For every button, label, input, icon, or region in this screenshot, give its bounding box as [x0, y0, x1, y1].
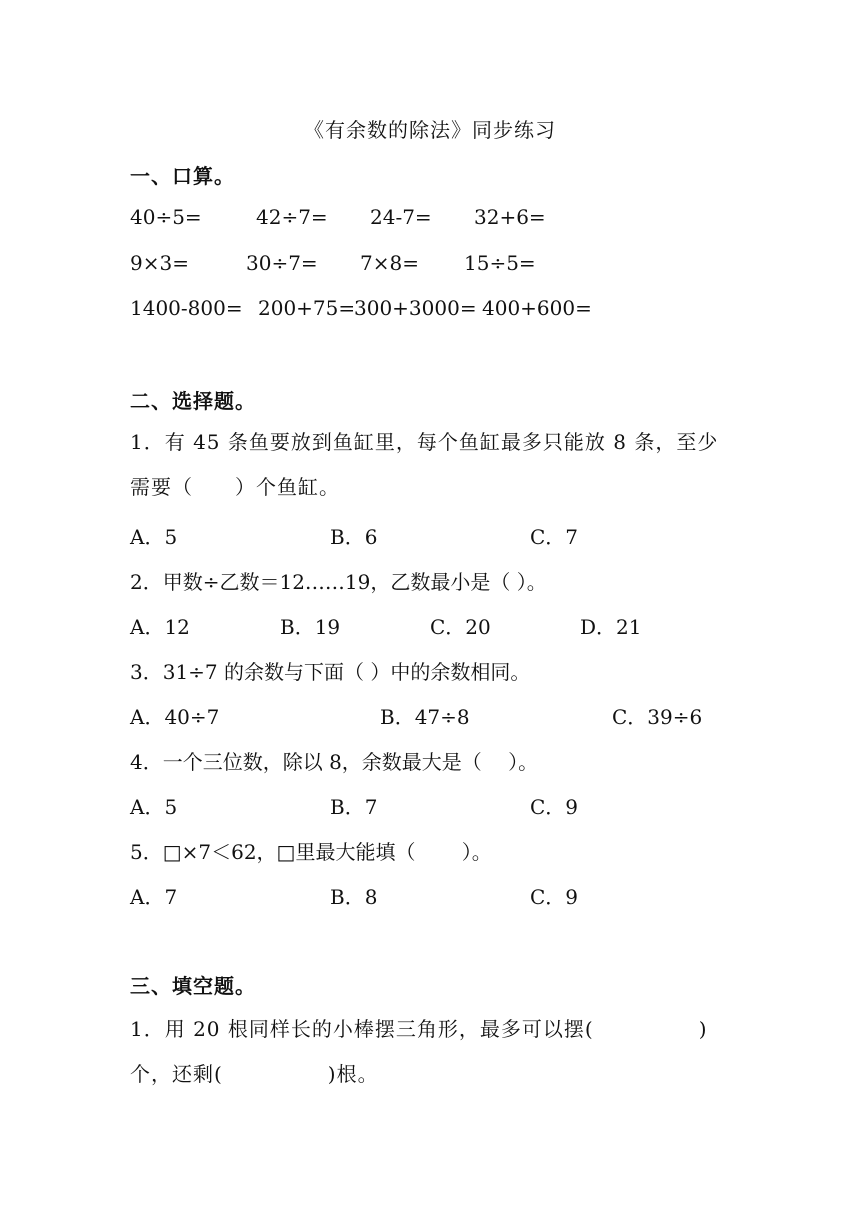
option: C．9 — [530, 795, 579, 819]
math-item: 9×3= — [130, 251, 189, 275]
option: B．6 — [330, 525, 378, 549]
math-item: 400+600= — [482, 296, 592, 320]
option: A．7 — [130, 885, 178, 909]
question-text: 5．□×7＜62，□里最大能填（ ）。 — [130, 840, 492, 864]
math-item: 40÷5= — [130, 205, 202, 229]
math-item: 7×8= — [360, 251, 419, 275]
option: C．20 — [430, 615, 491, 639]
question-text: 1．有 45 条鱼要放到鱼缸里，每个鱼缸最多只能放 8 条，至少需要（ ）个鱼缸。 — [130, 430, 719, 499]
math-item: 1400-800= — [130, 296, 243, 320]
page-title: 《有余数的除法》同步练习 — [304, 118, 556, 142]
section-3-heading: 三、填空题。 — [130, 974, 256, 998]
question-text: 2．甲数÷乙数＝12……19，乙数最小是（ ）。 — [130, 570, 547, 594]
option: A．5 — [130, 525, 178, 549]
math-item: 42÷7= — [256, 205, 328, 229]
option: A．5 — [130, 795, 178, 819]
math-item: 300+3000= — [354, 296, 477, 320]
option: C．9 — [530, 885, 579, 909]
option: B．47÷8 — [380, 705, 470, 729]
option: C．7 — [530, 525, 579, 549]
section-2-heading: 二、选择题。 — [130, 389, 256, 413]
math-item: 32+6= — [474, 205, 546, 229]
option: D．21 — [580, 615, 642, 639]
option: B．19 — [280, 615, 341, 639]
math-item: 30÷7= — [246, 251, 318, 275]
math-item: 200+75= — [258, 296, 356, 320]
option: A．40÷7 — [130, 705, 220, 729]
question-text: 1．用 20 根同样长的小棒摆三角形，最多可以摆( )个，还剩( )根。 — [130, 1017, 708, 1086]
option: A．12 — [130, 615, 190, 639]
math-item: 24-7= — [370, 205, 432, 229]
math-item: 15÷5= — [464, 251, 536, 275]
option: C．39÷6 — [612, 705, 703, 729]
option: B．7 — [330, 795, 378, 819]
option: B．8 — [330, 885, 378, 909]
section-1-heading: 一、口算。 — [130, 164, 235, 188]
question-text: 4．一个三位数，除以 8，余数最大是（ ）。 — [130, 750, 539, 774]
question-text: 3．31÷7 的余数与下面（ ）中的余数相同。 — [130, 660, 531, 684]
